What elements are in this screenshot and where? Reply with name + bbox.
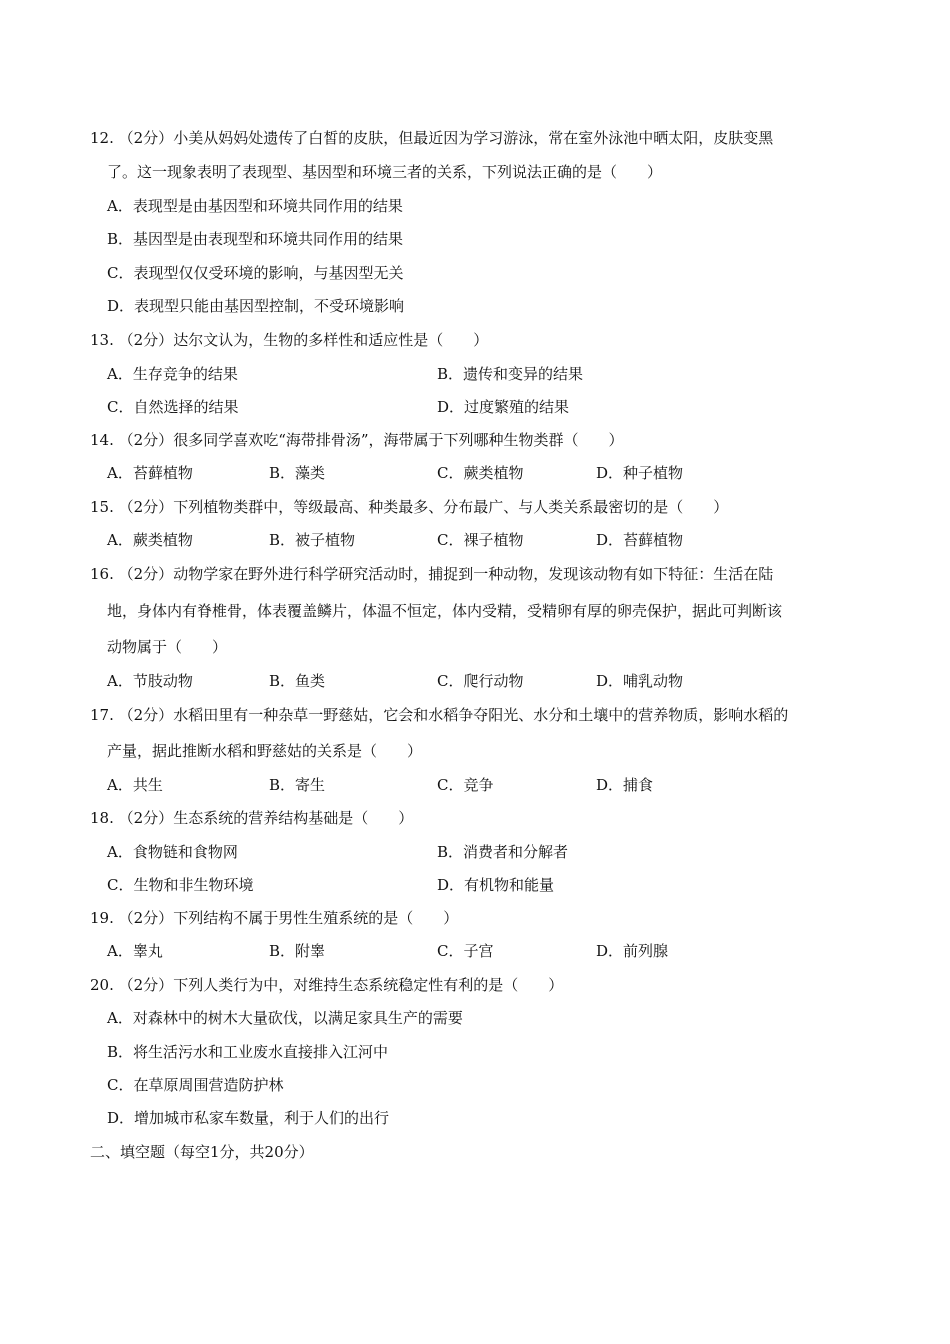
question-text: 下列结构不属于男性生殖系统的是（ ） (173, 909, 459, 927)
option-d: D．表现型只能由基因型控制，不受环境影响 (107, 297, 405, 315)
question-text: 水稻田里有一种杂草一野慈姑，它会和水稻争夺阳光、水分和土壤中的营养物质，影响水稻的 (173, 706, 789, 724)
option-d: D．捕食 (596, 776, 654, 794)
option-d: D．苔藓植物 (596, 531, 684, 549)
section-heading: 二、填空题（每空1分，共20分） (90, 1143, 314, 1161)
question-number: 19. (90, 909, 114, 927)
option-c: C．在草原周围营造防护林 (107, 1076, 284, 1094)
option-a: A．苔藓植物 (107, 464, 193, 482)
question-score: （2分） (118, 706, 174, 724)
option-a: A．表现型是由基因型和环境共同作用的结果 (107, 197, 403, 215)
question-text: 动物学家在野外进行科学研究活动时，捕捉到一种动物，发现该动物有如下特征：生活在陆 (173, 565, 774, 583)
question-text-continued: 动物属于（ ） (107, 638, 228, 656)
option-d: D．过度繁殖的结果 (437, 398, 570, 416)
question-number: 16. (90, 565, 114, 583)
option-a: A．节肢动物 (107, 672, 193, 690)
question-score: （2分） (118, 976, 174, 994)
question-score: （2分） (118, 129, 174, 147)
option-c: C．爬行动物 (437, 672, 524, 690)
question-14 (90, 430, 624, 450)
question-number: 15. (90, 498, 114, 516)
question-number: 13. (90, 331, 114, 349)
question-12 (90, 128, 773, 148)
option-c: C．表现型仅仅受环境的影响，与基因型无关 (107, 264, 404, 282)
question-number: 17. (90, 706, 114, 724)
question-text: 下列植物类群中，等级最高、种类最多、分布最广、与人类关系最密切的是（ ） (173, 498, 729, 516)
option-c: C．生物和非生物环境 (107, 876, 254, 894)
question-text: 很多同学喜欢吃“海带排骨汤”，海带属于下列哪种生物类群（ ） (173, 431, 624, 449)
option-d: D．有机物和能量 (437, 876, 555, 894)
option-b: B．附睾 (269, 942, 326, 960)
question-number: 12. (90, 129, 114, 147)
question-score: （2分） (118, 431, 174, 449)
question-18 (90, 808, 413, 828)
option-c: C．裸子植物 (437, 531, 524, 549)
question-text-continued: 产量，据此推断水稻和野慈姑的关系是（ ） (107, 742, 423, 760)
question-text: 小美从妈妈处遗传了白皙的皮肤，但最近因为学习游泳，常在室外泳池中晒太阳，皮肤变黑 (173, 129, 774, 147)
option-a: A．共生 (107, 776, 163, 794)
option-b: B．寄生 (269, 776, 326, 794)
option-b: B．消费者和分解者 (437, 843, 569, 861)
question-number: 14. (90, 431, 114, 449)
option-c: C．蕨类植物 (437, 464, 524, 482)
option-b: B．鱼类 (269, 672, 326, 690)
option-a: A．生存竞争的结果 (107, 365, 238, 383)
option-d: D．前列腺 (596, 942, 669, 960)
option-b: B．基因型是由表现型和环境共同作用的结果 (107, 230, 404, 248)
option-c: C．子宫 (437, 942, 494, 960)
question-text: 达尔文认为，生物的多样性和适应性是（ ） (173, 331, 489, 349)
question-16 (90, 564, 773, 584)
question-13 (90, 330, 488, 350)
question-score: （2分） (118, 331, 174, 349)
question-score: （2分） (118, 809, 174, 827)
question-number: 18. (90, 809, 114, 827)
option-b: B．被子植物 (269, 531, 356, 549)
question-19 (90, 908, 458, 928)
option-d: D．增加城市私家车数量，利于人们的出行 (107, 1109, 390, 1127)
question-text: 生态系统的营养结构基础是（ ） (173, 809, 414, 827)
option-c: C．自然选择的结果 (107, 398, 239, 416)
question-text: 下列人类行为中，对维持生态系统稳定性有利的是（ ） (173, 976, 564, 994)
question-text-continued: 地，身体内有脊椎骨，体表覆盖鳞片，体温不恒定，体内受精，受精卵有厚的卵壳保护，据此可判断该 (107, 602, 783, 620)
question-text-continued: 了。这一现象表明了表现型、基因型和环境三者的关系，下列说法正确的是（ ） (107, 163, 663, 181)
option-a: A．对森林中的树木大量砍伐，以满足家具生产的需要 (107, 1009, 463, 1027)
option-d: D．种子植物 (596, 464, 684, 482)
option-d: D．哺乳动物 (596, 672, 684, 690)
question-20 (90, 975, 563, 995)
question-score: （2分） (118, 909, 174, 927)
option-a: A．食物链和食物网 (107, 843, 238, 861)
question-15 (90, 497, 728, 517)
option-b: B．遗传和变异的结果 (437, 365, 584, 383)
question-number: 20. (90, 976, 114, 994)
option-a: A．睾丸 (107, 942, 163, 960)
option-b: B．藻类 (269, 464, 326, 482)
option-b: B．将生活污水和工业废水直接排入江河中 (107, 1043, 389, 1061)
question-score: （2分） (118, 565, 174, 583)
option-a: A．蕨类植物 (107, 531, 193, 549)
question-score: （2分） (118, 498, 174, 516)
question-17 (90, 705, 788, 725)
option-c: C．竞争 (437, 776, 494, 794)
